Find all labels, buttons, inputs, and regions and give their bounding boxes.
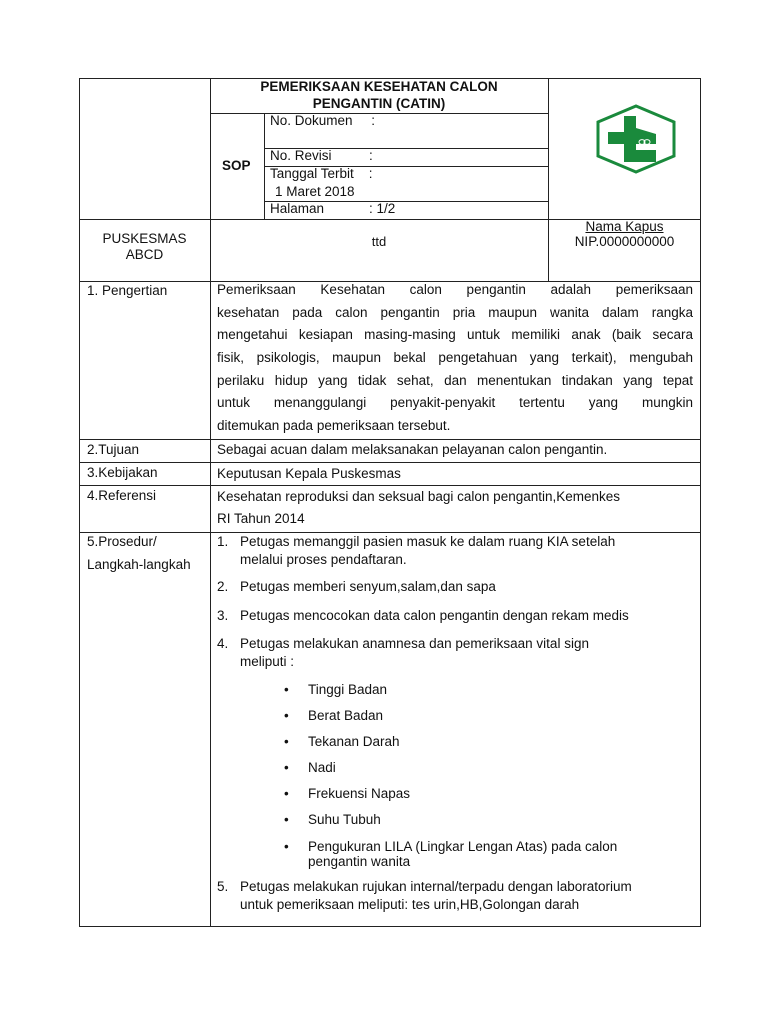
title-bottom-line <box>210 113 548 114</box>
vital-4-bullet-icon: • <box>284 760 289 775</box>
kebijakan-text: Keputusan Kepala Puskesmas <box>217 466 401 481</box>
kebijakan-bottom-line <box>79 485 701 486</box>
vital-1-text: Tinggi Badan <box>308 682 388 697</box>
step-4-line1: Petugas melakukan anamnesa dan pemeriksaan vital sign <box>240 636 589 651</box>
pengertian-line-6: untuk menanggulangi penyakit-penyakit tertentu yang mungkin <box>217 395 693 411</box>
step-2-number: 2. <box>217 579 229 594</box>
pengertian-line-3: mengetahui kesiapan masing-masing untuk memiliki anak (baik secara <box>217 327 693 343</box>
prosedur-label-line1: 5.Prosedur/ <box>87 534 157 549</box>
step-1-line1: Petugas memanggil pasien masuk ke dalam ruang KIA setelah <box>240 534 616 549</box>
puskesmas-logo-icon <box>594 104 678 174</box>
signature-ttd: ttd <box>371 234 387 249</box>
pengertian-text <box>217 279 693 438</box>
step-5-number: 5. <box>217 879 229 894</box>
vital-6-text: Suhu Tubuh <box>308 812 381 827</box>
kapus-name: Nama Kapus <box>585 219 664 234</box>
step-3-line1: Petugas mencocokan data calon pengantin dengan rekam medis <box>240 608 629 623</box>
step-5-line2: untuk pemeriksaan meliputi: tes urin,HB,Golongan darah <box>240 897 580 912</box>
prosedur-label-line2: Langkah-langkah <box>87 557 191 572</box>
tujuan-bottom-line <box>79 462 701 463</box>
no-revisi-field: No. Revisi : <box>270 148 373 163</box>
step-1-line2: melalui proses pendaftaran. <box>240 552 407 567</box>
puskesmas-name-line2: ABCD <box>125 247 164 262</box>
tujuan-label: 2.Tujuan <box>87 442 140 457</box>
step-2-line1: Petugas memberi senyum,salam,dan sapa <box>240 579 496 594</box>
vital-5-bullet-icon: • <box>284 786 289 801</box>
step-3-number: 3. <box>217 608 229 623</box>
vital-2-text: Berat Badan <box>308 708 384 723</box>
vital-6-bullet-icon: • <box>284 812 289 827</box>
vital-5-text: Frekuensi Napas <box>308 786 411 801</box>
vital-4-text: Nadi <box>308 760 336 775</box>
pengertian-line-1: Pemeriksaan Kesehatan calon pengantin adalah pemeriksaan <box>217 282 693 297</box>
step-1-number: 1. <box>217 534 229 549</box>
referensi-text-line2: RI Tahun 2014 <box>217 511 305 526</box>
pengertian-line-4: fisik, psikologis, maupun bekal pengetahuan yang terkait), mengubah <box>217 350 693 366</box>
kebijakan-label: 3.Kebijakan <box>87 465 158 480</box>
step-4-number: 4. <box>217 636 229 651</box>
document-title-line1: PEMERIKSAAN KESEHATAN CALON <box>260 79 498 94</box>
pengertian-line-5: perilaku hidup yang tidak sehat, dan menentukan tindakan yang tepat <box>217 372 693 388</box>
vital-7-text-line2: pengantin wanita <box>308 854 411 869</box>
referensi-text-line1: Kesehatan reproduksi dan seksual bagi calon pengantin,Kemenkes <box>217 489 621 504</box>
header-divider-right <box>548 78 549 282</box>
vital-2-bullet-icon: • <box>284 708 289 723</box>
sop-label: SOP <box>222 158 251 173</box>
halaman-field: Halaman : 1/2 <box>270 201 396 216</box>
tanggal-terbit-value: 1 Maret 2018 <box>275 184 355 199</box>
referensi-label: 4.Referensi <box>87 488 157 503</box>
tujuan-text: Sebagai acuan dalam melaksanakan pelayanan calon pengantin. <box>217 442 608 457</box>
vital-7-text-line1: Pengukuran LILA (Lingkar Lengan Atas) pada calon <box>308 839 618 854</box>
pengertian-bottom-line <box>79 439 701 440</box>
pengertian-line-7: ditemukan pada pemeriksaan tersebut. <box>217 418 451 434</box>
vital-1-bullet-icon: • <box>284 682 289 697</box>
pengertian-label: 1. Pengertian <box>87 283 168 298</box>
pengertian-line-2: kesehatan pada calon pengantin pria maupun wanita dalam rangka <box>217 304 693 320</box>
content-divider <box>210 282 211 927</box>
step-5-line1: Petugas melakukan rujukan internal/terpadu dengan laboratorium <box>240 879 632 894</box>
document-title-line2: PENGANTIN (CATIN) <box>312 96 446 111</box>
vital-7-bullet-icon: • <box>284 839 289 854</box>
puskesmas-name-line1: PUSKESMAS <box>102 231 187 246</box>
kapus-nip: NIP.0000000000 <box>574 234 675 249</box>
step-4-line2: meliputi : <box>240 654 295 669</box>
vital-3-bullet-icon: • <box>284 734 289 749</box>
no-dokumen-field: No. Dokumen : <box>270 113 376 128</box>
vital-3-text: Tekanan Darah <box>308 734 400 749</box>
tanggal-terbit-field: Tanggal Terbit : <box>270 166 373 181</box>
